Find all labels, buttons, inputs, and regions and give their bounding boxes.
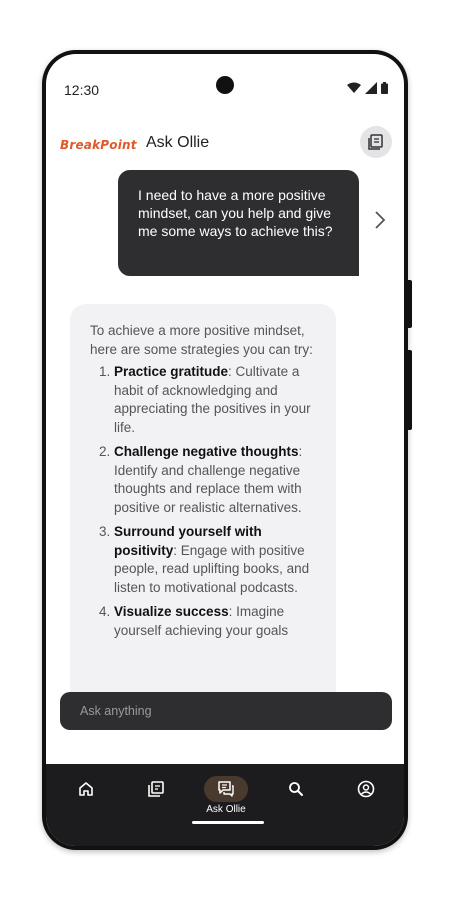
library-icon	[147, 780, 165, 798]
camera-cutout	[216, 76, 234, 94]
list-item	[114, 363, 320, 437]
nav-library[interactable]	[126, 772, 186, 822]
nav-ask-ollie[interactable]	[196, 772, 256, 822]
bot-intro-text: To achieve a more positive mindset, here are some strategies you can try:	[90, 323, 313, 357]
nav-label-ask-ollie: Ask Ollie	[206, 804, 246, 815]
phone-frame	[42, 50, 408, 850]
strategy-text: : Cultivate a habit of acknowledging and appreciating the positives in your life.	[114, 364, 311, 435]
bottom-nav	[46, 764, 404, 846]
strategy-title: Practice gratitude	[114, 364, 229, 379]
strategy-text: : Imagine yourself achieving your goals	[114, 604, 289, 638]
user-message-bubble	[118, 170, 359, 276]
user-message-text: I need to have a more positive mindset, can you help and give me some ways to achieve this?	[138, 187, 333, 239]
side-button-volume	[406, 350, 412, 430]
ask-input-bar[interactable]	[60, 692, 392, 730]
strategy-title: Visualize success	[114, 604, 229, 619]
strategy-title: Challenge negative thoughts	[114, 444, 299, 459]
list-item	[114, 603, 320, 640]
bot-message-bubble	[70, 304, 336, 726]
signal-icon	[365, 82, 377, 94]
ask-input[interactable]	[78, 703, 374, 719]
wifi-icon	[347, 82, 361, 94]
side-button-power	[406, 280, 412, 328]
list-item	[114, 523, 320, 597]
home-icon	[77, 780, 95, 798]
brand-logo: BreakPoint	[60, 138, 137, 152]
notes-icon	[367, 133, 385, 151]
list-item	[114, 443, 320, 517]
chat-icon	[217, 780, 235, 798]
search-icon	[287, 780, 305, 798]
notes-button[interactable]	[360, 126, 392, 158]
profile-icon	[357, 780, 375, 798]
strategy-list	[90, 363, 320, 640]
app-header	[46, 126, 404, 170]
nav-home[interactable]	[56, 772, 116, 822]
strategy-text: : Engage with positive people, read uplifting books, and listen to motivational podcasts.	[114, 542, 310, 595]
nav-profile[interactable]	[336, 772, 396, 822]
status-bar	[46, 54, 404, 118]
screen	[46, 54, 404, 846]
chat-area[interactable]	[46, 170, 404, 726]
status-icons	[347, 82, 388, 94]
battery-icon	[381, 82, 388, 94]
home-indicator[interactable]	[192, 821, 264, 824]
strategy-text: : Identify and challenge negative thoughts and replace them with positive or realistic alternatives.	[114, 444, 303, 515]
nav-search[interactable]	[266, 772, 326, 822]
status-time: 12:30	[64, 82, 100, 98]
strategy-title: Surround yourself with positivity	[114, 524, 262, 558]
chevron-right-icon[interactable]	[374, 210, 386, 230]
page-title: Ask Ollie	[146, 134, 210, 151]
